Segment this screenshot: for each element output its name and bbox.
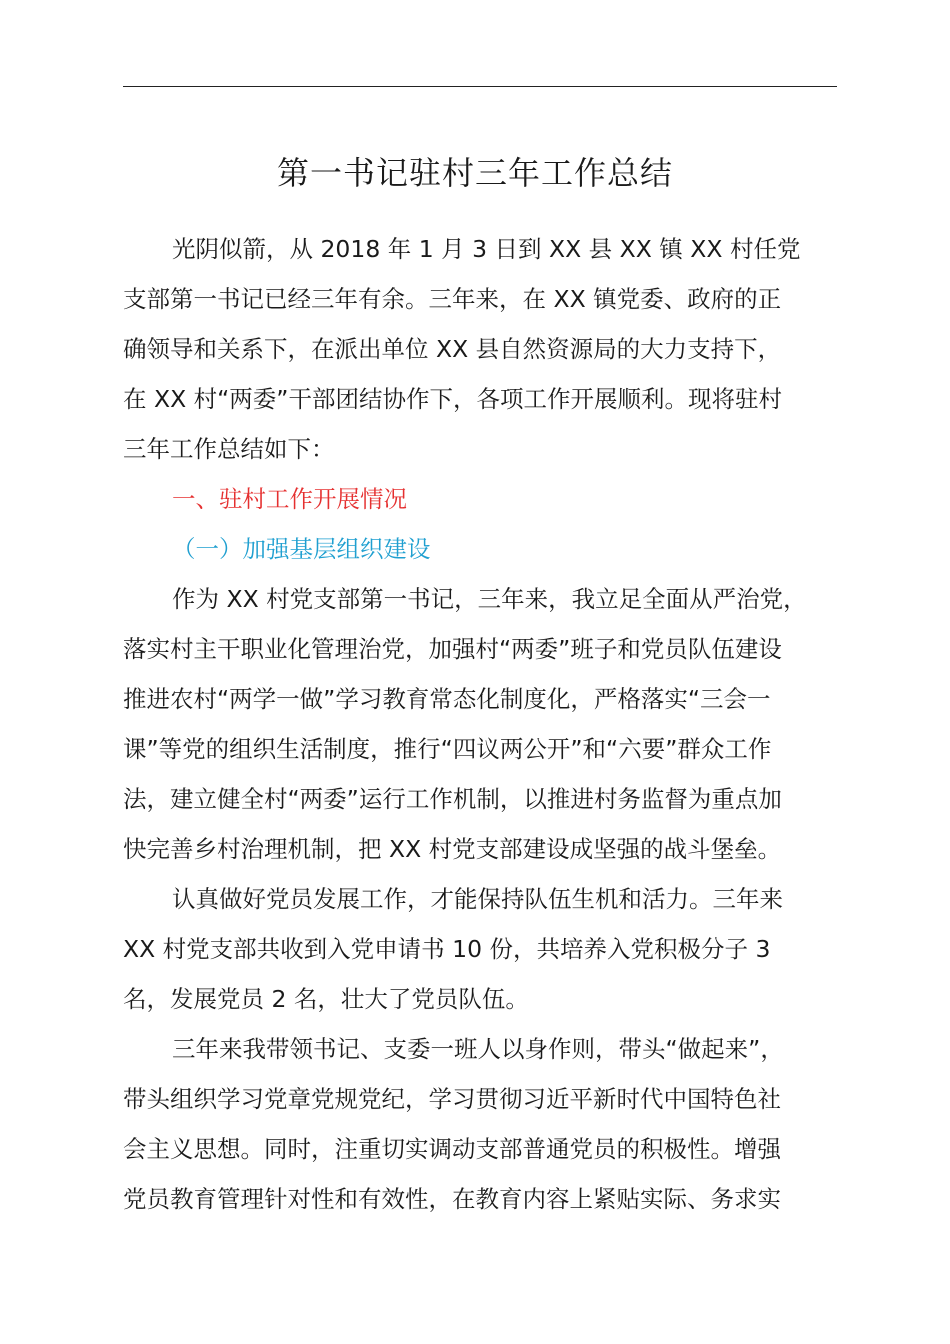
paragraph-line: 光阴似箭，从 2018 年 1 月 3 日到 XX 县 XX 镇 XX 村任党 [172, 235, 801, 263]
paragraph-line: 快完善乡村治理机制，把 XX 村党支部建设成坚强的战斗堡垒。 [123, 835, 782, 863]
paragraph-line: 三年来我带领书记、支委一班人以身作则，带头“做起来”， [172, 1035, 784, 1063]
document-body [123, 224, 837, 1224]
paragraph-line: 法，建立健全村“两委”运行工作机制，以推进村务监督为重点加 [123, 785, 782, 813]
paragraph-line: 确领导和关系下，在派出单位 XX 县自然资源局的大力支持下， [123, 335, 782, 363]
paragraph-line: 党员教育管理针对性和有效性，在教育内容上紧贴实际、务求实 [123, 1185, 781, 1213]
paragraph-line: 三年工作总结如下： [123, 435, 335, 463]
paragraph-line: 课”等党的组织生活制度，推行“四议两公开”和“六要”群众工作 [123, 735, 772, 763]
paragraph-line: 名，发展党员 2 名，壮大了党员队伍。 [123, 985, 529, 1013]
section-heading: 一、驻村工作开展情况 [172, 485, 407, 513]
paragraph-line: 落实村主干职业化管理治党，加强村“两委”班子和党员队伍建设 [123, 635, 782, 663]
paragraph-line: 推进农村“两学一做”学习教育常态化制度化，严格落实“三会一 [123, 685, 771, 713]
paragraph-line: 作为 XX 村党支部第一书记，三年来，我立足全面从严治党， [172, 585, 807, 613]
paragraph-line: 在 XX 村“两委”干部团结协作下，各项工作开展顺利。现将驻村 [123, 385, 782, 413]
header-rule [123, 86, 837, 87]
paragraph-line: 认真做好党员发展工作，才能保持队伍生机和活力。三年来 [172, 885, 783, 913]
paragraph-line: XX 村党支部共收到入党申请书 10 份，共培养入党积极分子 3 [123, 935, 771, 963]
paragraph-line: 带头组织学习党章党规党纪，学习贯彻习近平新时代中国特色社 [123, 1085, 781, 1113]
document-title: 第一书记驻村三年工作总结 [276, 154, 673, 192]
paragraph-line: 会主义思想。同时，注重切实调动支部普通党员的积极性。增强 [123, 1135, 781, 1163]
subsection-heading: （一）加强基层组织建设 [172, 535, 431, 563]
paragraph-line: 支部第一书记已经三年有余。三年来，在 XX 镇党委、政府的正 [123, 285, 782, 313]
